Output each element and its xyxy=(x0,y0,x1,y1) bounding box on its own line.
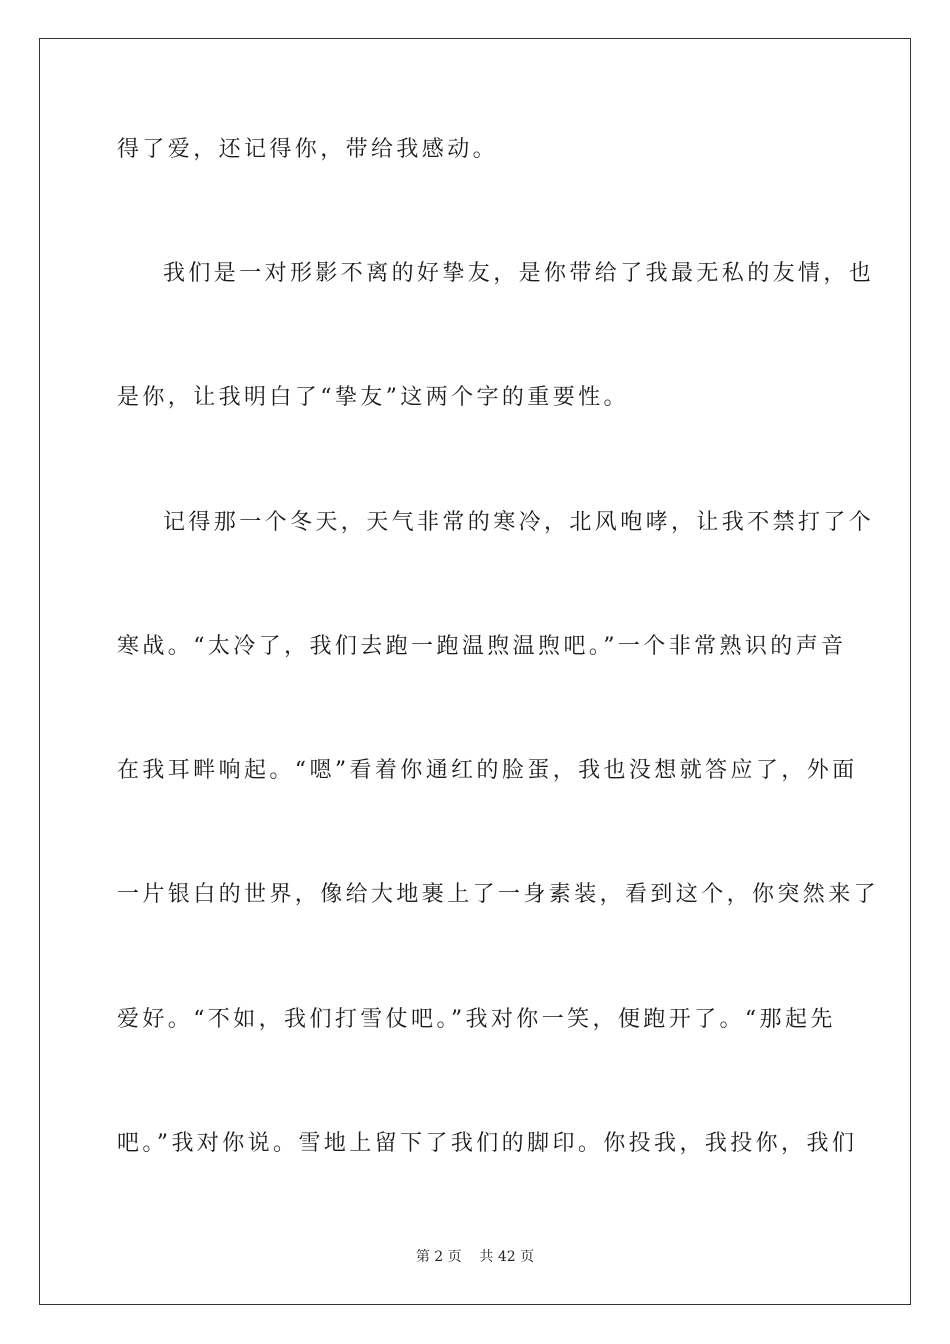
text-line-5: 寒战。“太冷了，我们去跑一跑温煦温煦吧。”一个非常熟识的声音 xyxy=(117,634,847,659)
text-line-3: 是你，让我明白了“挚友”这两个字的重要性。 xyxy=(117,385,629,410)
text-line-7: 一片银白的世界，像给大地裹上了一身素装，看到这个，你突然来了 xyxy=(117,882,880,907)
text-line-2: 我们是一对形影不离的好挚友，是你带给了我最无私的友情，也 xyxy=(163,261,875,286)
text-line-6: 在我耳畔响起。“嗯”看着你通红的脸蛋，我也没想就答应了，外面 xyxy=(117,758,858,783)
text-line-1: 得了爱，还记得你，带给我感动。 xyxy=(117,137,499,162)
text-line-8: 爱好。“不如，我们打雪仗吧。”我对你一笑，便跑开了。“那起先 xyxy=(117,1007,836,1032)
page-border xyxy=(39,38,911,1305)
text-line-4: 记得那一个冬天，天气非常的寒冷，北风咆哮，让我不禁打了个 xyxy=(163,510,875,535)
text-line-9: 吧。”我对你说。雪地上留下了我们的脚印。你投我，我投你，我们 xyxy=(117,1131,858,1156)
page-number-footer: 第 2 页 共 42 页 xyxy=(415,1249,535,1265)
